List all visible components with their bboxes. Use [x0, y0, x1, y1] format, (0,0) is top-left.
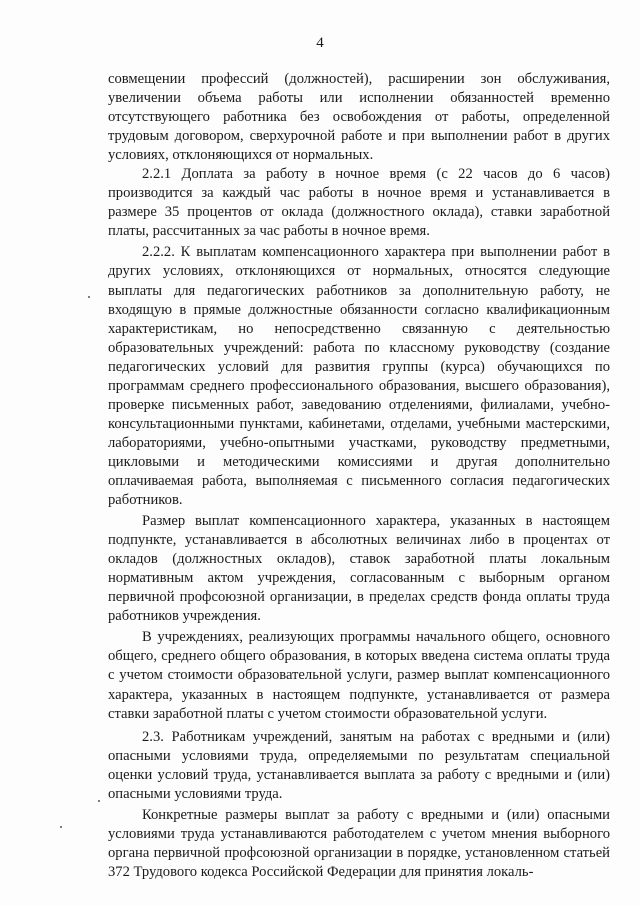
paragraph-2-2-2: 2.2.2. К выплатам компенсационного характера при выполнении работ в других условиях, отклоняющихся от нормальных, относятся следующие выплаты для педагогических работников за дополнительную работу, не входящую в прямые должностные обязанности согласно квалификационным характеристикам, но непосредственно связанную с деятельностью образовательных учреждений: работа по классному руководству (создание педагогических условий для развития группы (курса) обучающихся по программам среднего профессионального образования, высшего образования), проверке письменных работ, заведованию отделениями, филиалами, учебно-консультационными пунктами, кабинетами, отделами, учебными мастерскими, лабораториями, учебно-опытными участками, руководству предметными, цикловыми и методическими комиссиями и другая дополнительно оплачиваемая работа, выполняемая с письменного согласия педагогических работников. [108, 244, 610, 509]
scan-speck [98, 800, 100, 802]
paragraph-2-2-1: 2.2.1 Доплата за работу в ночное время (с 22 часов до 6 часов) производится за каждый час работы в ночное время и устанавливается в размере 35 процентов от оклада (должностного оклада), ставки заработной платы, рассчитанных за час работы в ночное время. [108, 166, 610, 240]
paragraph-payment-size: Размер выплат компенсационного характера, указанных в настоящем подпункте, устанавливается в абсолютных величинах либо в процентах от окладов (должностных окладов), ставок заработной платы локальным нормативным актом учреждения, согласованным с выборным органом первичной профсоюзной организации, в пределах средств фонда оплаты труда работников учреждения. [108, 513, 610, 625]
scan-speck [60, 826, 62, 828]
document-body [108, 70, 610, 882]
page-number: 4 [316, 35, 324, 51]
paragraph-continuation: совмещении профессий (должностей), расширении зон обслуживания, увеличении объема работы или исполнении обязанностей временно отсутствующего работника без освобождения от работы, определенной трудовым договором, сверхурочной работе и при выполнении работ в других условиях, отклоняющихся от нормальных. [108, 71, 610, 164]
paragraph-concrete-sizes: Конкретные размеры выплат за работу с вредными и (или) опасными условиями труда устанавливаются работодателем с учетом мнения выборного органа первичной профсоюзной организации в порядке, установленном статьей 372 Трудового кодекса Российской Федерации для принятия локаль- [108, 806, 610, 880]
scan-speck [88, 296, 90, 298]
paragraph-general-schools: В учреждениях, реализующих программы начального общего, основного общего, среднего общего образования, в которых введена система оплаты труда с учетом стоимости образовательной услуги, размер выплат компенсационного характера, указанных в настоящем подпункте, устанавливается от размера ставки заработной платы с учетом стоимости образовательной услуги. [108, 629, 610, 722]
paragraph-2-3: 2.3. Работникам учреждений, занятым на работах с вредными и (или) опасными условиями труда, определяемыми по результатам специальной оценки условий труда, устанавливается выплата за работу с вредными и (или) опасными условиями труда. [108, 728, 610, 802]
